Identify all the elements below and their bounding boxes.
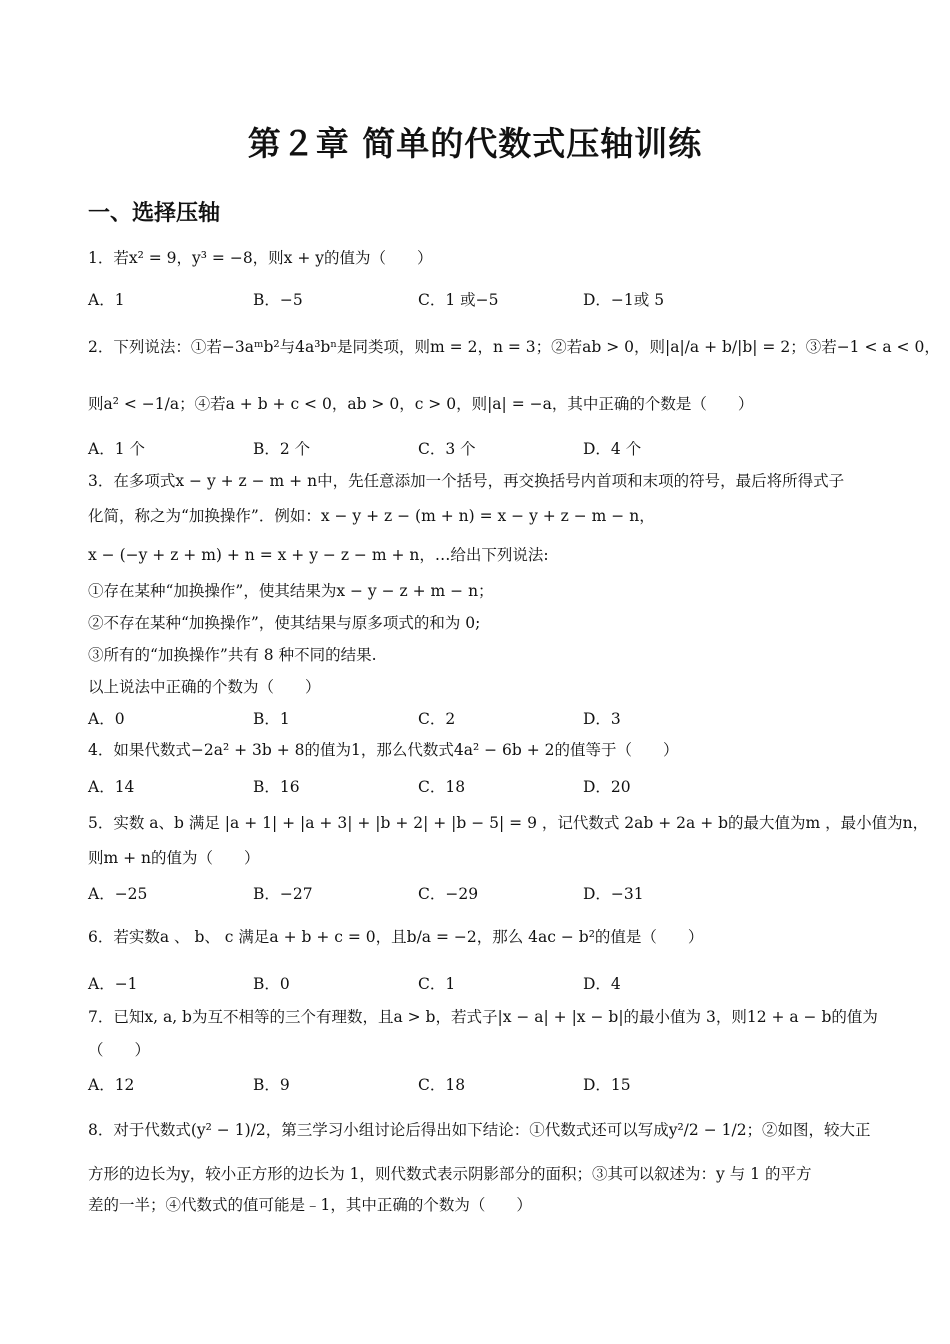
question-5-text-line-2: 则m + n的值为（ ） bbox=[88, 849, 260, 867]
question-4-text: 4．如果代数式−2a² + 3b + 8的值为1，那么代数式4a² − 6b + 2的值等于（ ） bbox=[88, 741, 679, 759]
document-title: 第２章 简单的代数式压轴训练 bbox=[247, 124, 703, 163]
option-d: D．20 bbox=[583, 778, 631, 796]
question-7-text-line-2: （ ） bbox=[88, 1041, 151, 1059]
option-a: A．12 bbox=[88, 1076, 135, 1094]
option-b: B．2 个 bbox=[253, 440, 311, 458]
option-c: C．−29 bbox=[418, 885, 479, 903]
option-b: B．1 bbox=[253, 710, 290, 728]
option-d: D．3 bbox=[583, 710, 621, 728]
option-b: B．9 bbox=[253, 1076, 290, 1094]
question-6-text: 6．若实数a 、 b、 c 满足a + b + c = 0，且b/a = −2，那么 4ac − b²的值是（ ） bbox=[88, 928, 704, 946]
option-d: D．15 bbox=[583, 1076, 631, 1094]
question-8-text-line-3: 差的一半；④代数式的值可能是﹣1，其中正确的个数为（ ） bbox=[88, 1196, 532, 1214]
question-2-text-line-1: 2．下列说法：①若−3aᵐb²与4a³bⁿ是同类项，则m = 2，n = 3；②若ab > 0，则|a|/a + b/|b| = 2；③若−1 < a < 0， bbox=[88, 338, 940, 356]
question-8-text-line-1: 8．对于代数式(y² − 1)/2，第三学习小组讨论后得出如下结论：①代数式还可以写成y²/2 − 1/2；②如图，较大正 bbox=[88, 1121, 871, 1139]
option-b: B．−27 bbox=[253, 885, 313, 903]
question-5-text-line-1: 5．实数 a、b 满足 |a + 1| + |a + 3| + |b + 2| + |b − 5| = 9 ，记代数式 2ab + 2a + b的最大值为m ，最小值为n， bbox=[88, 814, 929, 832]
option-c: C．18 bbox=[418, 778, 466, 796]
question-3-text-line-5: ②不存在某种“加换操作”，使其结果与原多项式的和为 0; bbox=[88, 614, 481, 632]
option-c: C．1 或−5 bbox=[418, 291, 499, 309]
option-a: A．1 bbox=[88, 291, 125, 309]
option-d: D．−1或 5 bbox=[583, 291, 665, 309]
question-3-text-line-7: 以上说法中正确的个数为（ ） bbox=[88, 678, 321, 696]
question-2-text-line-2: 则a² < −1/a；④若a + b + c < 0，ab > 0，c > 0，则|a| = −a，其中正确的个数是（ ） bbox=[88, 395, 754, 413]
question-7-text-line-1: 7．已知x, a, b为互不相等的三个有理数，且a > b，若式子|x − a| + |x − b|的最小值为 3，则12 + a − b的值为 bbox=[88, 1008, 878, 1026]
option-b: B．−5 bbox=[253, 291, 303, 309]
option-a: A．14 bbox=[88, 778, 135, 796]
option-c: C．1 bbox=[418, 975, 456, 993]
question-3-text-line-3: x − (−y + z + m) + n = x + y − z − m + n，…给出下列说法: bbox=[88, 546, 549, 564]
section-heading: 一、选择压轴 bbox=[88, 200, 221, 226]
option-a: A．0 bbox=[88, 710, 125, 728]
option-b: B．16 bbox=[253, 778, 300, 796]
question-3-text-line-1: 3．在多项式x − y + z − m + n中，先任意添加一个括号，再交换括号内首项和末项的符号，最后将所得式子 bbox=[88, 472, 845, 490]
option-b: B．0 bbox=[253, 975, 290, 993]
question-3-text-line-2: 化简，称之为“加换操作”．例如：x − y + z − (m + n) = x − y + z − m − n， bbox=[88, 507, 655, 525]
question-8-text-line-2: 方形的边长为y，较小正方形的边长为 1，则代数式表示阴影部分的面积；③其可以叙述为：y 与 1 的平方 bbox=[88, 1165, 812, 1183]
option-c: C．2 bbox=[418, 710, 456, 728]
question-3-text-line-6: ③所有的“加换操作”共有 8 种不同的结果. bbox=[88, 646, 377, 664]
option-a: A．1 个 bbox=[88, 440, 145, 458]
option-c: C．3 个 bbox=[418, 440, 476, 458]
option-d: D．4 个 bbox=[583, 440, 642, 458]
option-d: D．−31 bbox=[583, 885, 644, 903]
question-3-text-line-4: ①存在某种“加换操作”，使其结果为x − y − z + m − n； bbox=[88, 582, 494, 600]
question-1-text: 1．若x² = 9，y³ = −8，则x + y的值为（ ） bbox=[88, 249, 433, 267]
option-c: C．18 bbox=[418, 1076, 466, 1094]
option-a: A．−1 bbox=[88, 975, 138, 993]
option-d: D．4 bbox=[583, 975, 621, 993]
option-a: A．−25 bbox=[88, 885, 148, 903]
